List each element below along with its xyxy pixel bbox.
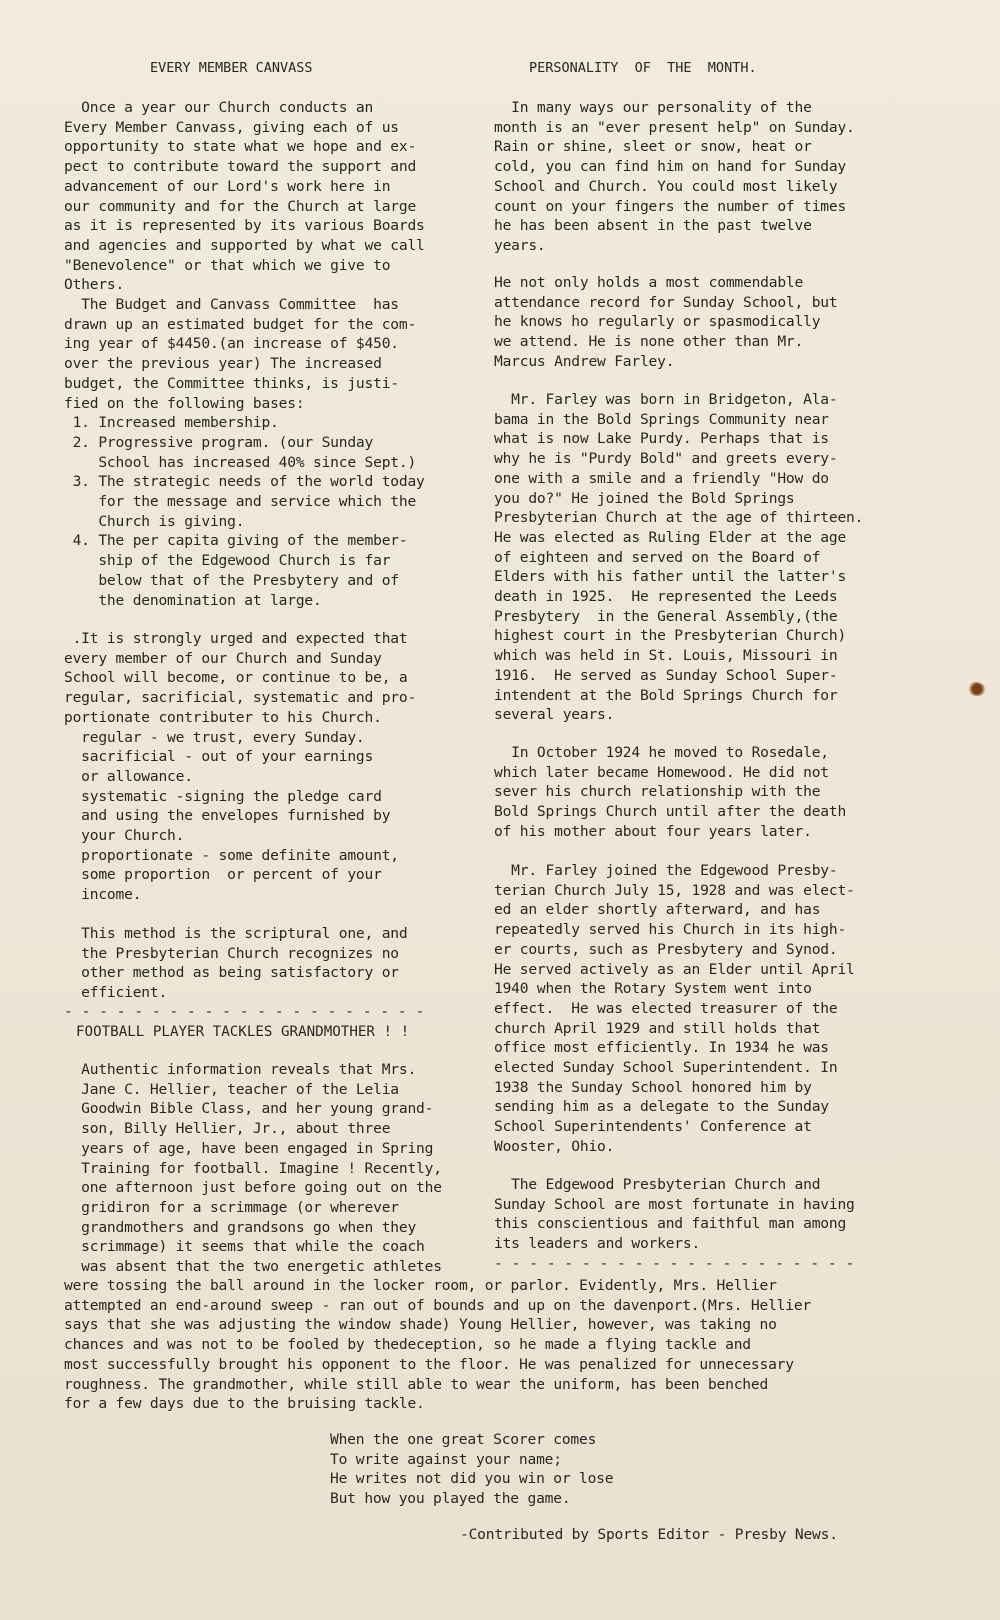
every-member-canvass-heading: EVERY MEMBER CANVASS xyxy=(150,60,313,76)
football-continuation: were tossing the ball around in the locker room, or parlor. Evidently, Mrs. Hellier attempted an end-around sweep - ran out of bounds and up on the davenport.(Mrs. Hellier says that she was adjusting the window shade) Young Hellier, however, was taking no chances and was not to be fooled by thedeception, so he made a flying tackle and most successfully brought his opponent to the floor. He was penalized for unnecessary roughness. The grandmother, while still able to wear the uniform, has been benched for a few days due to the bruising tackle. xyxy=(64,1277,811,1413)
personality-paragraph-2: He not only holds a most commendable attendance record for Sunday School, but he knows ho regularly or spasmodically we attend. He is none other than Mr. Marcus Andrew Farley. xyxy=(494,274,838,370)
urged-paragraph: .It is strongly urged and expected that every member of our Church and Sunday School will become, or continue to be, a regular, sacrificial, systematic and pro- portionate contributer to his Church. regular - we trust, every Sunday. sacrificial - out of your earnings or allowance. systematic -signing the pledge card and using the envelopes furnished by your Church. proportionate - some definite amount, some proportion or percent of your income. xyxy=(64,630,417,904)
personality-heading: PERSONALITY OF THE MONTH. xyxy=(529,60,757,76)
ink-stain xyxy=(968,682,986,696)
right-separator: - - - - - - - - - - - - - - - - - - - - - xyxy=(494,1255,855,1272)
football-body: Authentic information reveals that Mrs. Jane C. Hellier, teacher of the Lelia Goodwin Bible Class, and her young grand- son, Billy Hellier, Jr., about three years of age, have been engaged in Spring Training for football. Imagine ! Recently, one afternoon just before going out on the gridiron for a scrimmage (or wherever grandmothers and grandsons go when they scrimmage) it seems that while the coach was absent that the two energetic athletes xyxy=(81,1061,442,1276)
football-heading: FOOTBALL PLAYER TACKLES GRANDMOTHER ! ! xyxy=(76,1024,410,1040)
canvass-intro-paragraph: Once a year our Church conducts an Every Member Canvass, giving each of us opportunity to state what we hope and ex- pect to contribute toward the support and advancement of our Lord's work here in our community and for the Church at large as it is represented by its various Boards and agencies and supported by what we call "Benevolence" or that which we give to Others. xyxy=(64,99,425,294)
closing-poem: When the one great Scorer comes To write against your name; He writes not did you win or lose But how you played the game. xyxy=(330,1431,614,1508)
personality-paragraph-4: In October 1924 he moved to Rosedale, which later became Homewood. He did not sever his church relationship with the Bold Springs Church until after the death of his mother about four years later. xyxy=(494,744,847,840)
contributor-credit: -Contributed by Sports Editor - Presby News. xyxy=(460,1526,838,1543)
personality-paragraph-1: In many ways our personality of the month is an "ever present help" on Sunday. Rain or shine, sleet or snow, heat or cold, you can find him on hand for Sunday School and Church. You could most likely count on your fingers the number of times he has been absent in the past twelve years. xyxy=(494,99,855,254)
personality-paragraph-3: Mr. Farley was born in Bridgeton, Ala- bama in the Bold Springs Community near what is now Lake Purdy. Perhaps that is why he is "Purdy Bold" and greets every- one with a smile and a friendly "How do you do?" He joined the Bold Springs Presbyterian Church at the age of thirteen. He was elected as Ruling Elder at the age of eighteen and served on the Board of Elders with his father until the latter's death in 1925. He represented the Leeds Presbytery in the General Assembly,(the highest court in the Presbyterian Church) which was held in St. Louis, Missouri in 1916. He served as Sunday School Super- intendent at the Bold Springs Church for several years. xyxy=(494,391,864,724)
left-separator: - - - - - - - - - - - - - - - - - - - - - xyxy=(64,1003,425,1020)
personality-paragraph-6: The Edgewood Presbyterian Church and Sunday School are most fortunate in having this conscientious and faithful man among its leaders and workers. xyxy=(494,1176,855,1253)
personality-paragraph-5: Mr. Farley joined the Edgewood Presby- terian Church July 15, 1928 and was elect- ed an elder shortly afterward, and has repeatedly served his Church in its high- er courts, such as Presbytery and Synod. He served actively as an Elder until April 1940 when the Rotary System went into effect. He was elected treasurer of the church April 1929 and still holds that office most efficiently. In 1934 he was elected Sunday School Superintendent. In 1938 the Sunday School honored him by sending him as a delegate to the Sunday School Superintendents' Conference at Wooster, Ohio. xyxy=(494,862,855,1155)
budget-paragraph: The Budget and Canvass Committee has drawn up an estimated budget for the com- ing year of $4450.(an increase of $450. over the previous year) The increased budget, the Committee thinks, is justi- fied on the following bases: 1. Increased membership. 2. Progressive program. (our Sunday School has increased 40% since Sept.) 3. The strategic needs of the world today for the message and service which the Church is giving. 4. The per capita giving of the member- ship of the Edgewood Church is far below that of the Presbytery and of the denomination at large. xyxy=(64,296,425,609)
method-paragraph: This method is the scriptural one, and the Presbyterian Church recognizes no other method as being satisfactory or efficient. xyxy=(81,925,408,1002)
